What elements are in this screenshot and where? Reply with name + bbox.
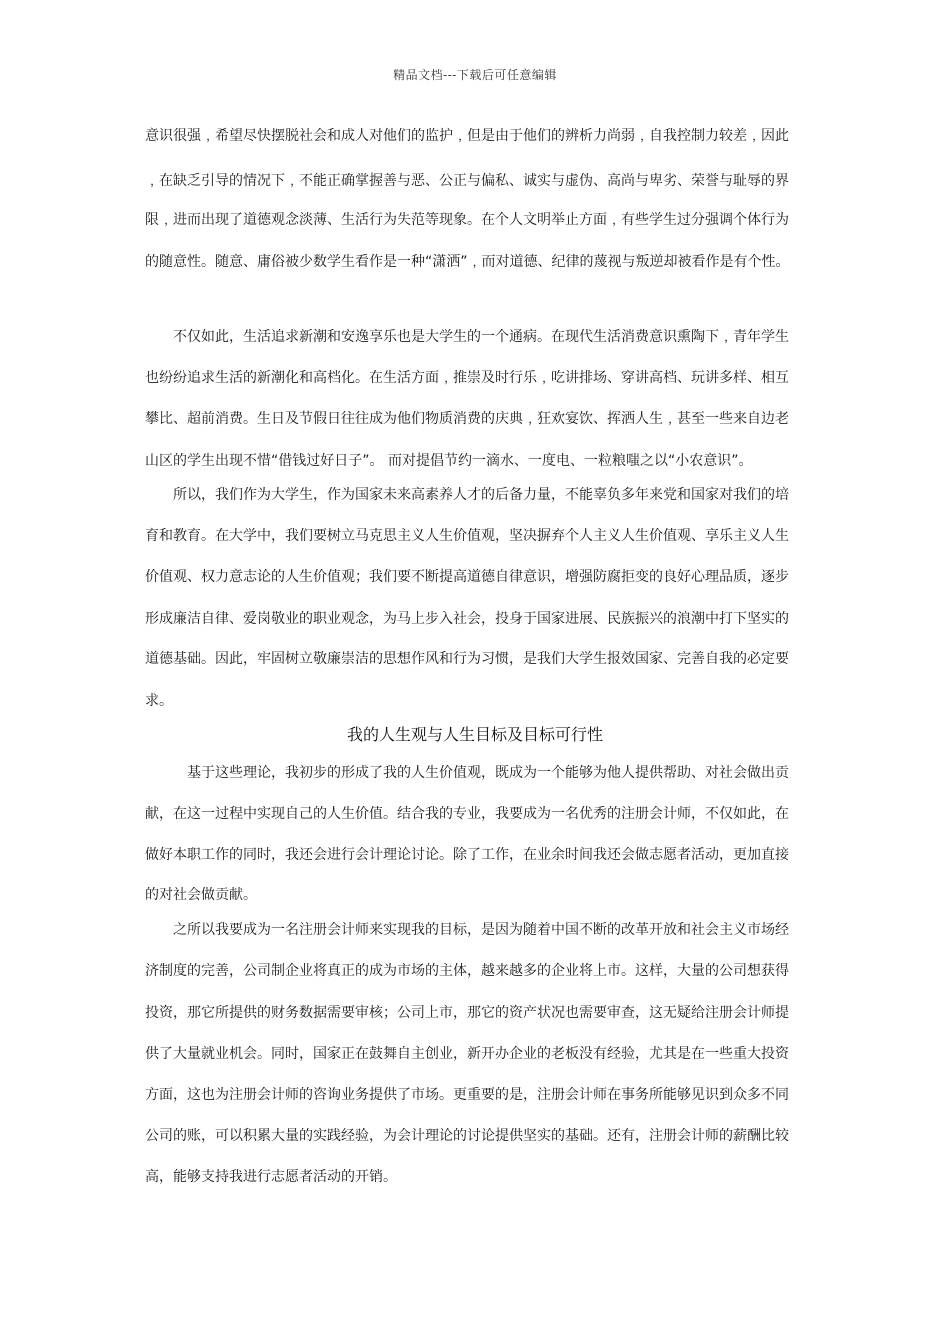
paragraph-3-line-1: 所以，我们作为大学生，作为国家未来高素养人才的后备力量，不能辜负多年来党和国家对我们的培 (173, 487, 789, 503)
paragraph-3-line-2: 育和教育。在大学中，我们要树立马克思主义人生价值观，坚决摒弃个人主义人生价值观、享乐主义人生 (145, 528, 789, 544)
paragraph-1-line-1: 意识很强﹐希望尽快摆脱社会和成人对他们的监护﹐但是由于他们的辨析力尚弱﹐自我控制力较差﹐因此 (145, 128, 789, 144)
paragraph-5-line-7: 高，能够支持我进行志愿者活动的开销。 (145, 1169, 397, 1185)
paragraph-5-line-1: 之所以我要成为一名注册会计师来实现我的目标，是因为随着中国不断的改革开放和社会主义市场经 (173, 922, 789, 938)
paragraph-5-line-6: 公司的账，可以积累大量的实践经验，为会计理论的讨论提供坚实的基础。还有，注册会计师的薪酬比较 (145, 1128, 789, 1144)
paragraph-5-line-3: 投资，那它所提供的财务数据需要审核；公司上市，那它的资产状况也需要审查，这无疑给注册会计师提 (145, 1005, 789, 1021)
paragraph-1-line-3: 限﹐进而出现了道德观念淡薄、生活行为失范等现象。在个人文明举止方面﹐有些学生过分强调个体行为 (145, 212, 789, 228)
paragraph-2-line-2: 也纷纷追求生活的新潮化和高档化。在生活方面﹐推崇及时行乐﹐吃讲排场、穿讲高档、玩讲多样、相互 (145, 370, 789, 386)
paragraph-3-line-4: 形成廉洁自律、爱岗敬业的职业观念，为马上步入社会，投身于国家进展、民族振兴的浪潮中打下坚实的 (145, 611, 789, 627)
paragraph-2-line-3: 攀比、超前消费。生日及节假日往往成为他们物质消费的庆典﹐狂欢宴饮、挥洒人生﹐甚至一些来自边老 (145, 411, 789, 427)
paragraph-1-line-4: 的随意性。随意、庸俗被少数学生看作是一种“潇洒”﹐而对道德、纪律的蔑视与叛逆却被看作是有个性。 (145, 254, 790, 270)
paragraph-1-line-2: ﹐在缺乏引导的情况下﹐不能正确掌握善与恶、公正与偏私、诚实与虚伪、高尚与卑劣、荣誉与耻辱的界 (145, 173, 789, 189)
page-header: 精品文档---下载后可任意编辑 (393, 68, 557, 82)
paragraph-2-line-4: 山区的学生出现不惜“借钱过好日子”。 而对提倡节约一滴水、一度电、一粒粮嗤之以“小农意识”。 (145, 453, 753, 469)
paragraph-5-line-5: 方面，这也为注册会计师的咨询业务提供了市场。更重要的是，注册会计师在事务所能够见识到众多不同 (145, 1087, 789, 1103)
paragraph-5-line-4: 供了大量就业机会。同时，国家正在鼓舞自主创业，新开办企业的老板没有经验，尤其是在一些重大投资 (145, 1046, 789, 1062)
paragraph-4-line-1: 基于这些理论，我初步的形成了我的人生价值观，既成为一个能够为他人提供帮助、对社会做出贡 (187, 765, 789, 781)
paragraph-2-line-1: 不仅如此，生活追求新潮和安逸享乐也是大学生的一个通病。在现代生活消费意识熏陶下﹐青年学生 (173, 329, 789, 345)
paragraph-3-line-5: 道德基础。因此，牢固树立敬廉崇洁的思想作风和行为习惯，是我们大学生报效国家、完善自我的必定要 (145, 651, 789, 667)
section-title: 我的人生观与人生目标及目标可行性 (346, 725, 603, 744)
paragraph-3-line-3: 价值观、权力意志论的人生价值观；我们要不断提高道德自律意识，增强防腐拒变的良好心理品质，逐步 (145, 569, 789, 585)
paragraph-5-line-2: 济制度的完善，公司制企业将真正的成为市场的主体，越来越多的企业将上市。这样，大量的公司想获得 (145, 963, 789, 979)
paragraph-4-line-4: 的对社会做贡献。 (145, 887, 257, 903)
paragraph-4-line-3: 做好本职工作的同时，我还会进行会计理论讨论。除了工作，在业余时间我还会做志愿者活动，更加直接 (145, 847, 789, 863)
paragraph-4-line-2: 献，在这一过程中实现自己的人生价值。结合我的专业，我要成为一名优秀的注册会计师，不仅如此，在 (145, 806, 789, 822)
paragraph-3-line-6: 求。 (145, 693, 173, 709)
